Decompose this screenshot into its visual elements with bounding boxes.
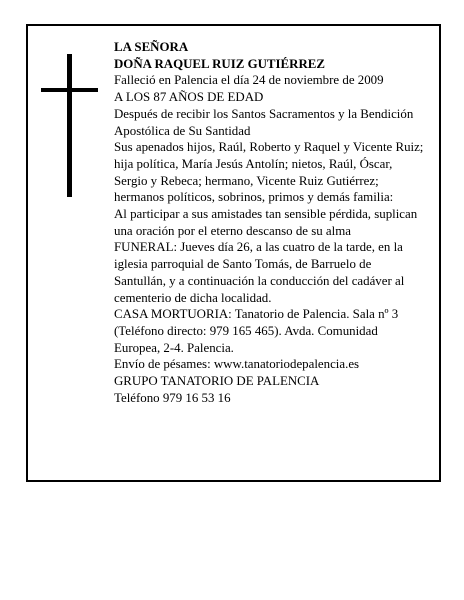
- condolences-line: Envío de pésames: www.tanatoriodepalencia.es: [114, 357, 360, 372]
- cross-vertical-bar: [67, 54, 72, 197]
- deceased-name: DOÑA RAQUEL RUIZ GUTIÉRREZ: [114, 56, 325, 71]
- notice-title: LA SEÑORA: [114, 40, 189, 54]
- mortuary-paragraph: CASA MORTUORIA: Tanatorio de Palencia. Sala nº 3 (Teléfono directo: 979 165 465). Avda. Comunidad Europea, 2-4. Palencia.: [114, 307, 399, 355]
- company-line: GRUPO TANATORIO DE PALENCIA: [114, 374, 320, 389]
- obituary-text: [114, 39, 424, 406]
- death-line: Falleció en Palencia el día 24 de noviembre de 2009: [114, 73, 384, 88]
- family-paragraph: Sus apenados hijos, Raúl, Roberto y Raquel y Vicente Ruiz; hija política, María Jesús Antolín; nietos, Raúl, Óscar, Sergio y Rebeca; hermano, Vicente Ruiz Gutiérrez; hermanos políticos, sobrinos, primos y demás familia:: [114, 140, 424, 205]
- phone-line: Teléfono 979 16 53 16: [114, 390, 231, 405]
- funeral-paragraph: FUNERAL: Jueves día 26, a las cuatro de la tarde, en la iglesia parroquial de Santo Tomás, de Barruelo de Santullán, y a continuación la conducción del cadáver al cementerio de dicha localidad.: [114, 240, 405, 305]
- cross-horizontal-bar: [41, 88, 98, 92]
- age-line: A LOS 87 AÑOS DE EDAD: [114, 90, 264, 105]
- request-paragraph: Al participar a sus amistades tan sensible pérdida, suplican una oración por el eterno descanso de su alma: [114, 207, 418, 238]
- sacraments-paragraph: Después de recibir los Santos Sacramentos y la Bendición Apostólica de Su Santidad: [114, 106, 414, 138]
